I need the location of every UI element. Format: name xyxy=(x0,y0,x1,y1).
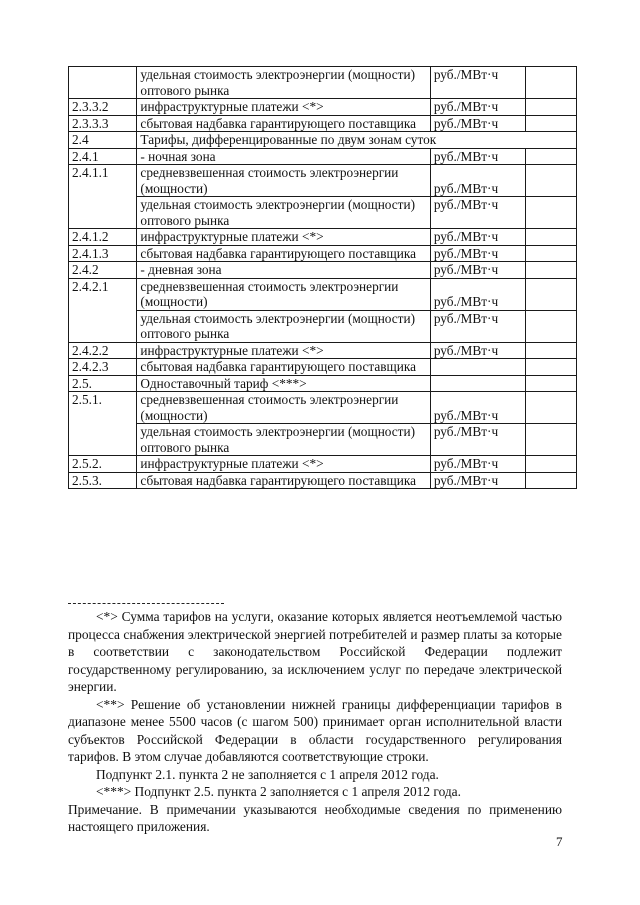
table-row xyxy=(69,392,577,424)
row-value-cell xyxy=(526,392,577,424)
row-number: 2.4.2.2 xyxy=(69,342,137,359)
row-number: 2.4.1.1 xyxy=(69,165,137,229)
row-value-cell xyxy=(526,229,577,246)
row-description: Тарифы, дифференцированные по двум зонам суток xyxy=(137,132,577,149)
row-value-cell xyxy=(526,359,577,376)
tariff-table xyxy=(68,66,577,489)
table-row xyxy=(69,245,577,262)
row-value-cell xyxy=(526,245,577,262)
table-row xyxy=(69,472,577,489)
row-description: средневзвешенная стоимость электроэнергии (мощности) xyxy=(137,278,430,310)
footnote-separator xyxy=(68,603,224,604)
row-description: инфраструктурные платежи <*> xyxy=(137,456,430,473)
row-value-cell xyxy=(526,262,577,279)
table-row xyxy=(69,197,577,229)
row-number: 2.5.2. xyxy=(69,456,137,473)
row-unit: руб./МВт·ч xyxy=(430,115,525,132)
row-unit: руб./МВт·ч xyxy=(430,392,525,424)
table-row xyxy=(69,229,577,246)
table-row xyxy=(69,278,577,310)
row-value-cell xyxy=(526,148,577,165)
row-description: инфраструктурные платежи <*> xyxy=(137,99,430,116)
row-unit: руб./МВт·ч xyxy=(430,229,525,246)
row-value-cell xyxy=(526,310,577,342)
table-row xyxy=(69,67,577,99)
table-row xyxy=(69,342,577,359)
row-description: удельная стоимость электроэнергии (мощности) оптового рынка xyxy=(137,424,430,456)
row-unit: руб./МВт·ч xyxy=(430,262,525,279)
row-value-cell xyxy=(526,278,577,310)
row-description: сбытовая надбавка гарантирующего поставщика xyxy=(137,359,430,376)
row-description: удельная стоимость электроэнергии (мощности) оптового рынка xyxy=(137,197,430,229)
row-unit: руб./МВт·ч xyxy=(430,67,525,99)
table-row xyxy=(69,262,577,279)
row-value-cell xyxy=(526,99,577,116)
row-unit: руб./МВт·ч xyxy=(430,456,525,473)
row-value-cell xyxy=(526,375,577,392)
row-description: инфраструктурные платежи <*> xyxy=(137,229,430,246)
row-value-cell xyxy=(526,424,577,456)
row-number: 2.4.1.2 xyxy=(69,229,137,246)
row-number: 2.3.3.2 xyxy=(69,99,137,116)
row-description: сбытовая надбавка гарантирующего поставщика xyxy=(137,472,430,489)
table-row xyxy=(69,165,577,197)
row-description: Одноставочный тариф <***> xyxy=(137,375,430,392)
row-number: 2.4 xyxy=(69,132,137,149)
row-number xyxy=(69,67,137,99)
row-number: 2.3.3.3 xyxy=(69,115,137,132)
table-row xyxy=(69,424,577,456)
table-row xyxy=(69,375,577,392)
row-number: 2.4.2.3 xyxy=(69,359,137,376)
row-unit xyxy=(430,375,525,392)
table-row xyxy=(69,310,577,342)
row-description: удельная стоимость электроэнергии (мощности) оптового рынка xyxy=(137,67,430,99)
row-description: инфраструктурные платежи <*> xyxy=(137,342,430,359)
table-row xyxy=(69,148,577,165)
footnote-differentiation: <**> Решение об установлении нижней границы дифференциации тарифов в диапазоне менее 5500 часов (с шагом 500) принимает орган исполнительной власти субъектов Российской Федерации в области государственного регулирования тарифов. В этом случае добавляются соответствующие строки. xyxy=(68,696,562,764)
table-row xyxy=(69,132,577,149)
row-number: 2.4.1 xyxy=(69,148,137,165)
row-number: 2.5.3. xyxy=(69,472,137,489)
row-unit: руб./МВт·ч xyxy=(430,245,525,262)
row-unit xyxy=(430,359,525,376)
row-unit: руб./МВт·ч xyxy=(430,310,525,342)
table-row xyxy=(69,115,577,132)
table-row xyxy=(69,456,577,473)
subitem-note: Подпункт 2.1. пункта 2 не заполняется с 1 апреля 2012 года. xyxy=(96,766,439,782)
row-value-cell xyxy=(526,115,577,132)
row-value-cell xyxy=(526,67,577,99)
row-number: 2.5. xyxy=(69,375,137,392)
row-description: сбытовая надбавка гарантирующего поставщика xyxy=(137,115,430,132)
row-unit: руб./МВт·ч xyxy=(430,148,525,165)
row-unit: руб./МВт·ч xyxy=(430,165,525,197)
row-value-cell xyxy=(526,165,577,197)
row-unit: руб./МВт·ч xyxy=(430,424,525,456)
row-value-cell xyxy=(526,456,577,473)
row-unit: руб./МВт·ч xyxy=(430,472,525,489)
row-unit: руб./МВт·ч xyxy=(430,197,525,229)
row-description: средневзвешенная стоимость электроэнергии (мощности) xyxy=(137,392,430,424)
row-unit: руб./МВт·ч xyxy=(430,278,525,310)
row-description: удельная стоимость электроэнергии (мощности) оптового рынка xyxy=(137,310,430,342)
row-number: 2.5.1. xyxy=(69,392,137,456)
table-row xyxy=(69,99,577,116)
tariff-table-body xyxy=(69,67,577,489)
row-number: 2.4.2.1 xyxy=(69,278,137,342)
row-description: - ночная зона xyxy=(137,148,430,165)
row-description: - дневная зона xyxy=(137,262,430,279)
row-description: сбытовая надбавка гарантирующего поставщика xyxy=(137,245,430,262)
footnote-infrastructure: <*> Сумма тарифов на услуги, оказание которых является неотъемлемой частью процесса снабжения электрической энергией потребителей и размер платы за которые в соответствии с законодательством Российской Федерации подлежит государственному регулированию, за исключением услуг по передаче электрической энергии. xyxy=(68,609,562,694)
row-value-cell xyxy=(526,197,577,229)
table-row xyxy=(69,359,577,376)
footnote-single-rate: <***> Подпункт 2.5. пункта 2 заполняется с 1 апреля 2012 года. xyxy=(96,784,461,799)
remark: Примечание. В примечании указываются необходимые сведения по применению настоящего приложения. xyxy=(68,801,562,834)
row-unit: руб./МВт·ч xyxy=(430,342,525,359)
row-number: 2.4.2 xyxy=(69,262,137,279)
footnotes xyxy=(68,608,562,836)
row-number: 2.4.1.3 xyxy=(69,245,137,262)
row-unit: руб./МВт·ч xyxy=(430,99,525,116)
row-value-cell xyxy=(526,472,577,489)
row-description: средневзвешенная стоимость электроэнергии (мощности) xyxy=(137,165,430,197)
row-value-cell xyxy=(526,342,577,359)
page-number: 7 xyxy=(556,834,563,849)
